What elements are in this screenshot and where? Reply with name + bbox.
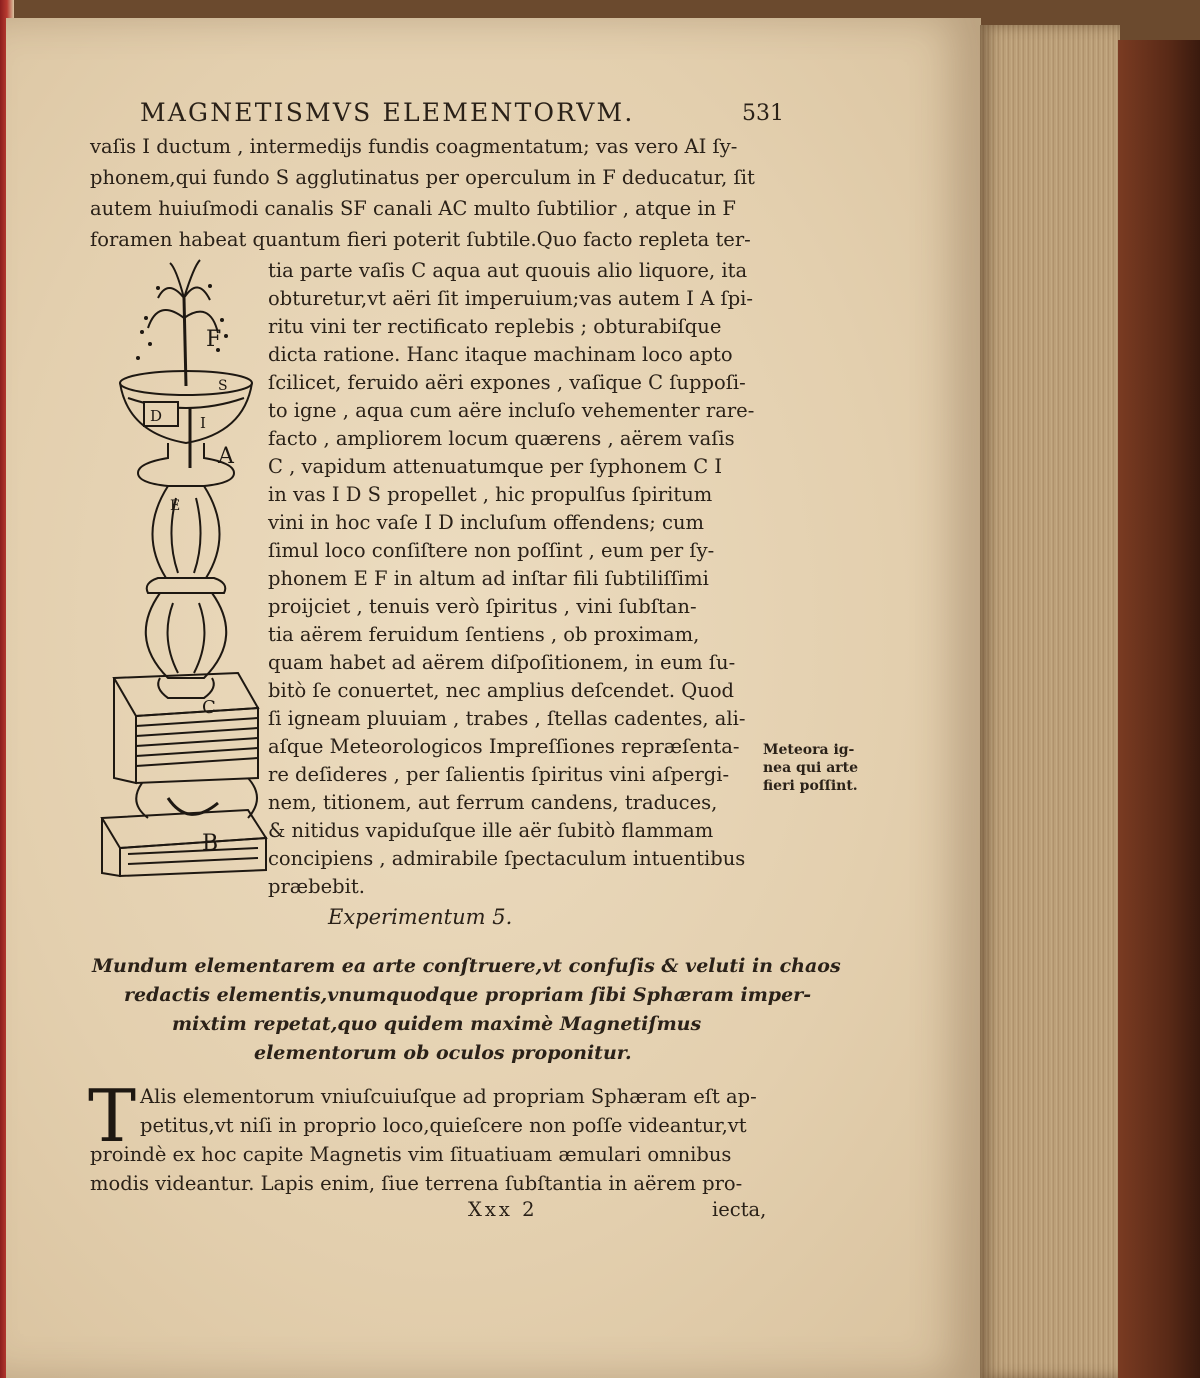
body-line: tia aërem feruidum ſentiens , ob proximam, — [268, 623, 700, 646]
fore-edge-pages — [980, 25, 1120, 1378]
body-line: aſque Meteorologicos Impreſſiones repræſenta- — [268, 735, 740, 758]
body-line: ſcilicet, feruido aëri expones , vaſique C ſuppoſi- — [268, 371, 746, 394]
catchword: iecta, — [712, 1198, 767, 1221]
summary-line: mixtim repetat,quo quidem maximè Magnetiſmus — [172, 1013, 702, 1035]
label-a: A — [218, 444, 234, 469]
fountain-woodcut — [98, 258, 268, 898]
label-f: F — [206, 327, 222, 352]
label-s: S — [218, 378, 228, 394]
body-line: modis videantur. Lapis enim, ſiue terrena ſubſtantia in aërem pro- — [90, 1172, 743, 1195]
body-line: concipiens , admirabile ſpectaculum intuentibus — [268, 847, 746, 870]
body-line: C , vapidum attenuatumque per ſyphonem C I — [268, 455, 723, 478]
summary-line: elementorum ob oculos proponitur. — [254, 1042, 632, 1064]
body-line: vini in hoc vaſe I D incluſum offendens; cum — [268, 511, 704, 534]
label-e: E — [170, 498, 181, 514]
margin-note-line: fieri poſſint. — [763, 778, 858, 794]
body-line: ritu vini ter rectificato replebis ; obturabiſque — [268, 315, 722, 338]
summary-line: Mundum elementarem ea arte conſtruere,vt confuſis & veluti in chaos — [92, 955, 841, 977]
body-line: bitò ſe conuertet, nec amplius deſcendet. Quod — [268, 679, 735, 702]
running-head: MAGNETISMVS ELEMENTORVM. — [140, 98, 635, 127]
page-number: 531 — [742, 101, 784, 126]
book-cover-edge — [1118, 40, 1200, 1378]
body-line: phonem E F in altum ad inſtar fili ſubtiliſſimi — [268, 567, 709, 590]
label-b: B — [202, 831, 219, 856]
body-line: to igne , aqua cum aëre incluſo vehementer rare- — [268, 399, 755, 422]
body-line: in vas I D S propellet , hic propulſus ſpiritum — [268, 483, 713, 506]
summary-line: redactis elementis,vnumquodque propriam ſibi Sphæram imper- — [124, 984, 812, 1006]
spray-jet — [148, 260, 218, 386]
body-line: nem, titionem, aut ferrum candens, traduces, — [268, 791, 718, 814]
drop-capital: T — [88, 1074, 137, 1158]
column-stem — [138, 443, 234, 698]
experiment-title: Experimentum 5. — [328, 905, 513, 929]
label-i: I — [200, 414, 206, 432]
body-line: præbebit. — [268, 875, 365, 898]
body-line: proindè ex hoc capite Magnetis vim ſituatiuam æmulari omnibus — [90, 1143, 732, 1166]
body-line: Alis elementorum vniuſcuiuſque ad propriam Sphæram eſt ap- — [140, 1085, 757, 1108]
body-line: tia parte vaſis C aqua aut quouis alio liquore, ita — [268, 259, 748, 282]
label-d: D — [150, 407, 163, 425]
body-line: ſi igneam pluuiam , trabes , ſtellas cadentes, ali- — [268, 707, 746, 730]
margin-note-line: nea qui arte — [763, 760, 859, 776]
body-line: ſimul loco conſiſtere non poſſint , eum per ſy- — [268, 539, 715, 562]
body-line: vaſis I ductum , intermedijs fundis coagmentatum; vas vero AI ſy- — [90, 135, 738, 158]
body-line: obturetur,vt aëri ſit imperuium;vas autem I A ſpi- — [268, 287, 754, 310]
body-line: petitus,vt niſi in proprio loco,quieſcere non poſſe videantur,vt — [140, 1114, 747, 1137]
body-line: & nitidus vapiduſque ille aër ſubitò flammam — [268, 819, 714, 842]
body-line: phonem,qui fundo S agglutinatus per operculum in F deducatur, ſit — [90, 166, 755, 189]
label-c: C — [202, 697, 216, 718]
body-line: proijciet , tenuis verò ſpiritus , vini ſubſtan- — [268, 595, 697, 618]
signature-mark: Xxx 2 — [468, 1198, 538, 1221]
furnace-base — [102, 673, 266, 876]
margin-note-line: Meteora ig- — [763, 742, 855, 758]
body-line: facto , ampliorem locum quærens , aërem vaſis — [268, 427, 735, 450]
body-line: foramen habeat quantum fieri poterit ſubtile.Quo facto repleta ter- — [90, 228, 751, 251]
body-line: quam habet ad aërem diſpoſitionem, in eum ſu- — [268, 651, 736, 674]
body-line: autem huiuſmodi canalis SF canali AC multo ſubtilior , atque in F — [90, 197, 736, 220]
body-line: re deſideres , per ſalientis ſpiritus vini aſpergi- — [268, 763, 730, 786]
body-line: dicta ratione. Hanc itaque machinam loco apto — [268, 343, 733, 366]
